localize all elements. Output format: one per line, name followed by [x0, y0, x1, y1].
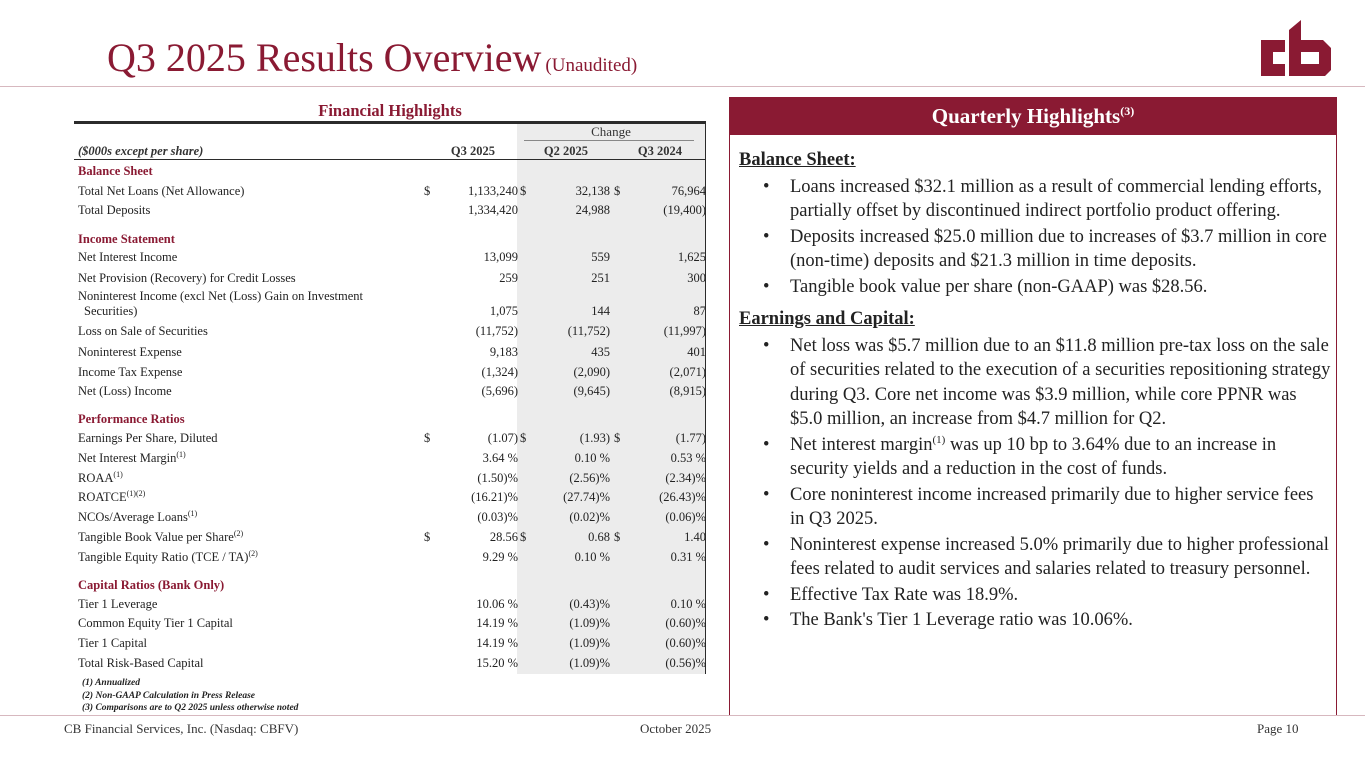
table-row-tce: Tangible Equity Ratio (TCE / TA)$^{(2)}$ 9.29 % 0.10 % 0.31 %: [78, 548, 706, 564]
change-underline: [524, 140, 694, 141]
col-header-q3-2024: Q3 2024: [637, 144, 682, 158]
units-label: ($000s except per share): [78, 144, 204, 158]
financial-highlights-title: Financial Highlights: [318, 101, 462, 120]
table-row-roaa: ROAA$^{(1)}$ (1.50)% (2.56)% (2.34)%: [78, 469, 706, 485]
section-balance-sheet: Balance Sheet: [78, 164, 153, 178]
table-row-tbv: Tangible Book Value per Share$^{(2)}$ $ 28.56 $ 0.68 $ 1.40: [78, 528, 706, 544]
page-title: [107, 34, 637, 81]
list-item: • Deposits increased $25.0 million due to increases of $3.7 million in core (non-time) deposits and $21.3 million in time deposits.: [763, 226, 1327, 271]
list-item: • Net interest margin$^{(1)}$ was up 10 bp to 3.64% due to an increase in security yields and a reduction in the cost of funds.: [763, 433, 1277, 479]
list-item: • Loans increased $32.1 million as a result of commercial lending efforts, partially offset by discontinued indirect portfolio product offering.: [763, 176, 1322, 221]
section-income-statement: Income Statement: [78, 232, 175, 246]
footer-date: October 2025: [640, 721, 712, 736]
table-row-cet1: Common Equity Tier 1 Capital 14.19 % (1.09)% (0.60)%: [78, 616, 706, 630]
list-item: • Tangible book value per share (non-GAAP) was $28.56.: [763, 276, 1208, 297]
footer-rule: [0, 715, 1365, 716]
table-row-provision: Net Provision (Recovery) for Credit Losses 259 251 300: [78, 271, 706, 285]
title-main: Q3 2025 Results Overview: [107, 35, 542, 80]
header-rule: [0, 86, 1365, 87]
col-header-q3-2025: Q3 2025: [450, 144, 495, 158]
table-row-loss-on-sale: Loss on Sale of Securities (11,752) (11,752) (11,997): [78, 324, 706, 338]
list-item: • The Bank's Tier 1 Leverage ratio was 10.06%.: [763, 610, 1133, 630]
title-subtitle: (Unaudited): [545, 55, 638, 76]
quarterly-highlights-body: [739, 148, 1331, 634]
balance-sheet-bullets: [739, 175, 1331, 300]
table-row-net-loans: Total Net Loans (Net Allowance) $ 1,133,240 $ 32,138 $ 76,964: [78, 184, 706, 198]
list-item: • Core noninterest income increased primarily due to higher service fees in Q3 2025.: [763, 484, 1314, 529]
table-row-income-tax: Income Tax Expense (1,324) (2,090) (2,071): [78, 365, 706, 379]
table-row-nii: Net Interest Income 13,099 559 1,625: [78, 250, 706, 264]
table-row-nim: Net Interest Margin$^{(1)}$ 3.64 % 0.10 % 0.53 %: [78, 449, 706, 465]
table-row-tier1-capital: Tier 1 Capital 14.19 % (1.09)% (0.60)%: [78, 636, 706, 650]
table-row-ncos: NCOs/Average Loans$^{(1)}$ (0.03)% (0.02)% (0.06)%: [78, 508, 706, 524]
list-item: • Effective Tax Rate was 18.9%.: [763, 584, 1019, 605]
footnote-3: (3) Comparisons are to Q2 2025 unless otherwise noted: [82, 703, 299, 713]
footer-page-number: Page 10: [1257, 721, 1299, 736]
list-item: • Noninterest expense increased 5.0% primarily due to higher professional fees related to audit services and salaries related to treasury personnel.: [763, 534, 1329, 579]
table-row-noninterest-income: Noninterest Income (excl Net (Loss) Gain on Investment Securities) 1,075 144 87: [78, 289, 706, 318]
list-item: • Net loss was $5.7 million due to an $11.8 million pre-tax loss on the sale of securities related to the execution of a securities repositioning strategy during Q3. Core net income was $3.9 million, while core PPNR was $5.0 million, an increase from $4.7 million for Q2.: [763, 335, 1331, 429]
section-capital-ratios: Capital Ratios (Bank Only): [78, 578, 225, 592]
table-row-noninterest-expense: Noninterest Expense 9,183 435 401: [78, 345, 706, 359]
table-footnotes: [82, 677, 298, 715]
table-row-tier1-leverage: Tier 1 Leverage 10.06 % (0.43)% 0.10 %: [78, 597, 706, 611]
change-header: Change: [591, 124, 631, 139]
table-row-roatce: $ROATCE^{(1)(2)}$ (16.21)% (27.74)% (26.43)%: [78, 488, 706, 504]
earnings-capital-bullets: [739, 334, 1331, 633]
table-row-net-income: Net (Loss) Income (5,696) (9,645) (8,915): [78, 384, 706, 398]
table-row-eps: Earnings Per Share, Diluted $ (1.07) $ (1.93) $ (1.77): [78, 431, 706, 445]
cb-logo: [1259, 18, 1333, 78]
footer-company: CB Financial Services, Inc. (Nasdaq: CBFV): [64, 721, 299, 736]
section-heading-balance-sheet: Balance Sheet:: [739, 150, 856, 170]
section-performance-ratios: Performance Ratios: [78, 412, 185, 426]
footnote-1: (1) Annualized: [82, 678, 140, 688]
table-row-deposits: Total Deposits 1,334,420 24,988 (19,400): [78, 203, 706, 217]
header-underline: [74, 159, 706, 160]
section-heading-earnings-capital: Earnings and Capital:: [739, 309, 915, 329]
col-header-q2-2025: Q2 2025: [543, 144, 588, 158]
quarterly-highlights-title: Quarterly Highlights$^{(3)}$: [729, 97, 1337, 135]
footnote-2: (2) Non-GAAP Calculation in Press Release: [82, 690, 256, 701]
table-row-total-rbc: Total Risk-Based Capital 15.20 % (1.09)% (0.56)%: [78, 656, 706, 670]
